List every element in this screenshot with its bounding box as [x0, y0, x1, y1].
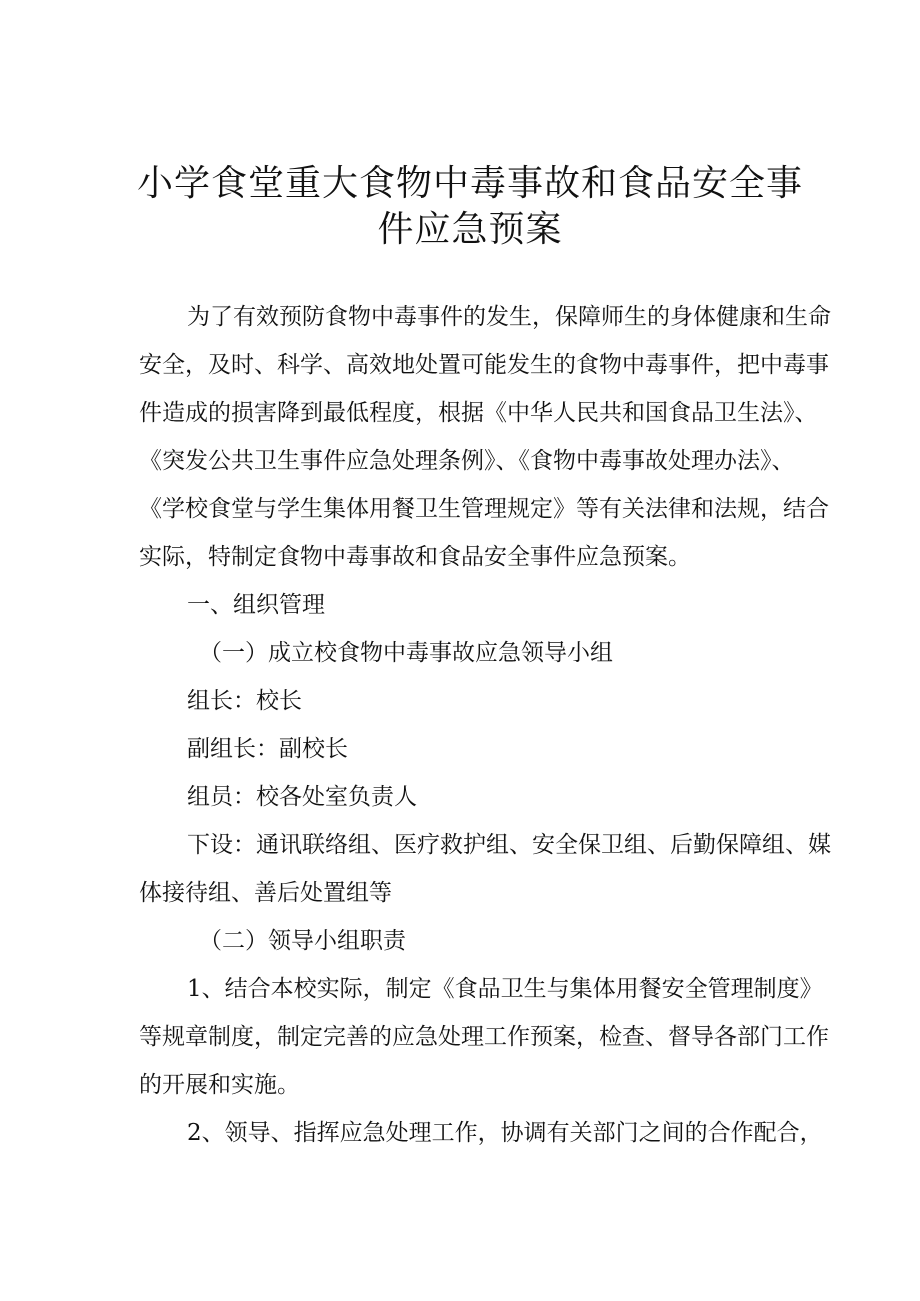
document-title-line-1: 小学食堂重大食物中毒事故和食品安全事	[136, 163, 803, 204]
paragraph-line: 1、结合本校实际，制定《食品卫生与集体用餐安全管理制度》	[187, 976, 823, 1002]
paragraph-line: 等规章制度，制定完善的应急处理工作预案，检查、督导各部门工作	[139, 1024, 829, 1050]
paragraph-line: 《学校食堂与学生集体用餐卫生管理规定》等有关法律和法规，结合	[139, 496, 829, 522]
paragraph-line: 的开展和实施。	[139, 1072, 300, 1098]
paragraph-line: 下设：通讯联络组、医疗救护组、安全保卫组、后勤保障组、媒	[187, 832, 831, 858]
paragraph-line: 安全，及时、科学、高效地处置可能发生的食物中毒事件，把中毒事	[139, 352, 829, 378]
paragraph-line: 2、领导、指挥应急处理工作，协调有关部门之间的合作配合，	[187, 1120, 823, 1146]
paragraph-line: 件造成的损害降到最低程度，根据《中华人民共和国食品卫生法》、	[139, 400, 818, 426]
paragraph-line: 副组长：副校长	[187, 736, 348, 762]
document-title-line-2: 件应急预案	[377, 209, 563, 250]
paragraph-line: 《突发公共卫生事件应急处理条例》、《食物中毒事故处理办法》、	[139, 448, 795, 474]
subsection-heading: （一）成立校食物中毒事故应急领导小组	[199, 640, 613, 666]
paragraph-line: 组长：校长	[187, 688, 302, 714]
section-heading: 一、组织管理	[187, 592, 325, 618]
paragraph-line: 为了有效预防食物中毒事件的发生，保障师生的身体健康和生命	[187, 304, 831, 330]
paragraph-line: 组员：校各处室负责人	[187, 784, 417, 810]
paragraph-line: 体接待组、善后处置组等	[139, 880, 392, 906]
paragraph-line: 实际，特制定食物中毒事故和食品安全事件应急预案。	[139, 544, 691, 570]
subsection-heading: （二）领导小组职责	[199, 928, 406, 954]
